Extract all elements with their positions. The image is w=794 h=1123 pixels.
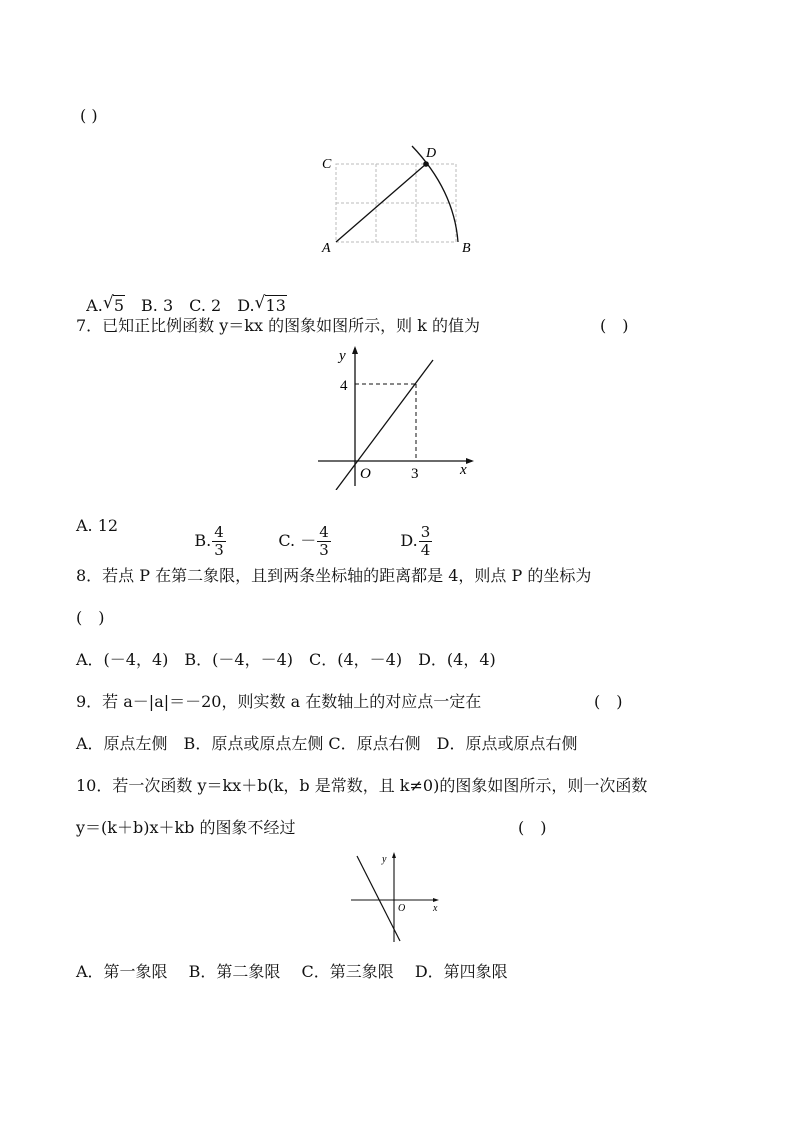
q8-options: A．(－4，4) B．(－4，－4) C．(4，－4) D．(4，4) bbox=[76, 650, 496, 669]
q10-stem-line2: y＝(k＋b)x＋kb 的图象不经过 bbox=[76, 818, 296, 837]
q10-paren: ( ) bbox=[518, 818, 547, 837]
q7-label-x: x bbox=[460, 462, 467, 478]
q7-stem: 7．已知正比例函数 y＝kx 的图象如图所示，则 k 的值为 bbox=[76, 316, 480, 335]
q6-label-d: D bbox=[426, 146, 437, 161]
q7-label-y: y bbox=[339, 348, 346, 364]
q10-stem-line1: 10．若一次函数 y＝kx＋b(k，b 是常数，且 k≠0)的图象如图所示，则一次函数 bbox=[76, 776, 648, 795]
q7-option-d-fraction: $\frac{3}{4}$ bbox=[420, 523, 431, 559]
q7-option-d: D. $\frac{3}{4}$ bbox=[400, 523, 431, 559]
q6-paren: ( ) bbox=[80, 106, 98, 125]
q7-tick-4: 4 bbox=[340, 378, 348, 394]
q7-x-arrow bbox=[466, 458, 474, 464]
q6-option-a-prefix: A. bbox=[86, 296, 103, 315]
q10-y-arrow bbox=[392, 852, 396, 858]
q8-stem: 8．若点 P 在第二象限，且到两条坐标轴的距离都是 4，则点 P 的坐标为 bbox=[76, 566, 592, 585]
q7-origin: O bbox=[360, 466, 371, 482]
q10-figure bbox=[345, 848, 445, 944]
q6-label-a: A bbox=[322, 241, 331, 256]
q7-option-b: B. $\frac{4}{3}$ bbox=[194, 523, 224, 559]
q7-option-c: C. － $\frac{4}{3}$ bbox=[278, 523, 329, 559]
q7-paren: ( ) bbox=[600, 316, 629, 335]
q6-option-d-prefix: D. bbox=[237, 296, 255, 315]
q6-point-d bbox=[423, 161, 429, 167]
q6-option-d-sqrt: √ 13 bbox=[254, 293, 286, 315]
q9-stem: 9．若 a－|a|＝－20，则实数 a 在数轴上的对应点一定在 bbox=[76, 692, 482, 711]
q8-paren: ( ) bbox=[76, 608, 105, 627]
q7-option-b-fraction: $\frac{4}{3}$ bbox=[214, 523, 224, 559]
q6-option-b: B. 3 bbox=[141, 296, 174, 315]
q10-label-y: y bbox=[382, 854, 387, 865]
q6-option-c: C. 2 bbox=[189, 296, 222, 315]
q9-paren: ( ) bbox=[594, 692, 623, 711]
q7-option-a: A. 12 bbox=[76, 516, 119, 535]
q7-options bbox=[76, 504, 496, 559]
q9-options: A．原点左侧 B．原点或原点左侧 C．原点右侧 D．原点或原点右侧 bbox=[76, 734, 578, 753]
q6-option-a-sqrt: √ 5 bbox=[102, 293, 124, 315]
q10-label-x: x bbox=[433, 903, 438, 914]
q10-x-arrow bbox=[433, 898, 439, 902]
q6-label-c: C bbox=[322, 157, 332, 172]
q6-grid bbox=[336, 164, 456, 242]
q6-options bbox=[76, 276, 287, 316]
q7-tick-3: 3 bbox=[411, 466, 419, 482]
q7-option-c-fraction: $\frac{4}{3}$ bbox=[319, 523, 329, 559]
q6-label-b: B bbox=[462, 241, 471, 256]
q7-figure bbox=[312, 340, 482, 490]
q7-y-arrow bbox=[352, 346, 358, 354]
q10-origin: O bbox=[398, 903, 406, 914]
q6-figure bbox=[310, 140, 490, 260]
q10-options: A．第一象限 B．第二象限 C．第三象限 D．第四象限 bbox=[76, 962, 508, 981]
